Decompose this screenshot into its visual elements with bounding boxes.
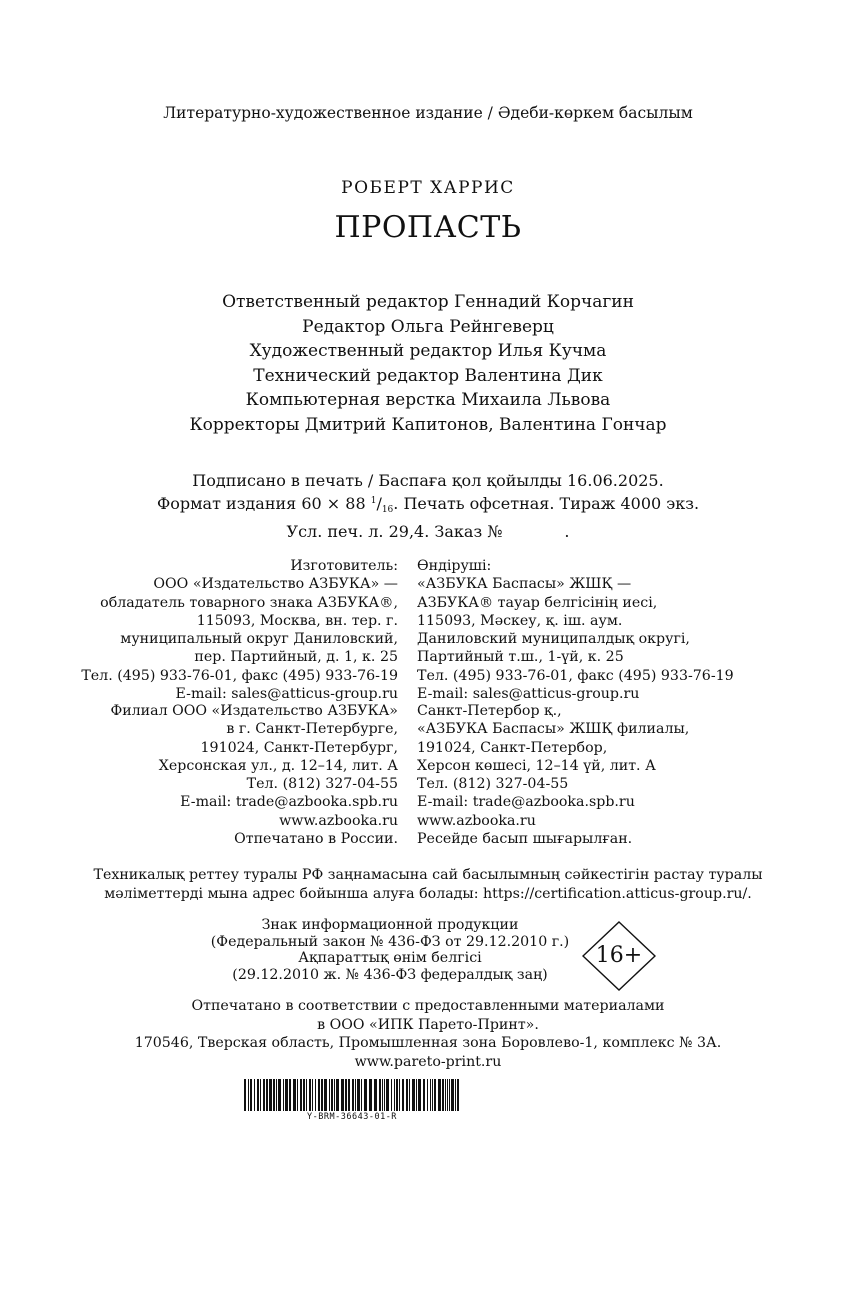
printer-info [0,997,856,1071]
manufacturer-ru-line: E-mail: sales@atticus-group.ru [175,686,398,703]
barcode-bar-1 [248,1079,249,1111]
age-rating: 16+ [595,943,643,968]
barcode-bar-39 [374,1079,377,1111]
barcode-bar-55 [427,1079,428,1111]
book-title: ПРОПАСТЬ [334,210,522,245]
barcode-bar-22 [315,1079,316,1111]
branch-ru-line: 191024, Санкт-Петербург, [200,739,398,756]
certification-note [0,866,856,903]
manufacturer-ru-line: обладатель товарного знака АЗБУКА®, [100,594,398,611]
branch-ru [110,702,398,812]
barcode-bar-35 [357,1079,360,1111]
manufacturer-kz-line: E-mail: sales@atticus-group.ru [417,686,640,703]
printer-line: Отпечатано в соответствии с предоставленными материалами [191,998,665,1014]
branch-kz [417,702,689,812]
barcode-bar-45 [394,1079,395,1111]
credit-line: Ответственный редактор Геннадий Корчагин [222,292,634,312]
age-rating-badge [582,921,656,991]
barcode-bar-15 [293,1079,296,1111]
barcode-bar-3 [254,1079,255,1111]
barcode-bar-53 [418,1079,421,1111]
barcode-bar-40 [379,1079,381,1111]
barcode-bar-10 [276,1079,277,1111]
info-sign-line: Ақпараттық өнім белгісі [298,950,482,967]
barcode-bar-6 [263,1079,265,1111]
barcode-bar-19 [306,1079,307,1111]
format-slash: / [376,494,382,513]
barcode-bar-49 [406,1079,408,1111]
edition-type: Литературно-художественное издание / Әдеби-көркем басылым [163,104,693,122]
barcode-bar-61 [445,1079,446,1111]
barcode-bar-62 [447,1079,448,1111]
barcode-bar-5 [260,1079,261,1111]
credit-line: Редактор Ольга Рейнгеверц [302,316,554,337]
barcode-bar-63 [449,1079,450,1111]
manufacturer-kz-line: АЗБУКА® тауар белгісінің иесі, [417,594,658,611]
barcode-bar-48 [402,1079,404,1111]
info-sign-line: (Федеральный закон № 436-ФЗ от 29.12.2010 г.) [210,933,570,950]
barcode-bar-38 [369,1079,372,1111]
branch-kz-line: Санкт-Петербор қ., [417,703,562,719]
sheets-suffix: . [564,522,570,541]
manufacturer-kz-line: Тел. (495) 933-76-01, факс (495) 933-76-19 [417,667,734,684]
barcode-bar-43 [386,1079,389,1111]
barcode-bar-37 [364,1079,367,1111]
manufacturer-ru-line: ООО «Издательство АЗБУКА» — [153,576,398,593]
barcode-bar-20 [309,1079,311,1111]
branch-kz-line: E-mail: trade@azbooka.spb.ru [417,794,635,811]
barcode-bar-32 [348,1079,350,1111]
barcode-bar-41 [382,1079,383,1111]
barcode-bar-51 [412,1079,415,1111]
barcode-bar-64 [451,1079,454,1111]
printer-line: www.pareto-print.ru [354,1053,502,1070]
format-numerator: 1 [370,496,377,506]
barcode-bar-42 [384,1079,385,1111]
barcode-bar-8 [269,1079,272,1111]
barcode-bar-36 [361,1079,362,1111]
barcode-bar-52 [416,1079,417,1111]
barcode-bar-23 [318,1079,320,1111]
format-suffix: . Печать офсетная. Тираж 4000 экз. [393,494,700,513]
barcode-label: Y-BRM-36643-01-R [307,1112,397,1122]
branch-kz-line: 191024, Санкт-Петербор, [417,739,608,756]
branch-kz-line: Херсон көшесі, 12–14 үй, лит. А [417,757,656,774]
barcode-bar-12 [283,1079,284,1111]
branch-ru-line: Херсонская ул., д. 12–14, лит. А [158,757,398,774]
barcode-bar-14 [289,1079,291,1111]
barcode-bar-30 [341,1079,344,1111]
barcode-bar-21 [312,1079,313,1111]
credit-line: Технический редактор Валентина Дик [253,365,603,386]
barcode-bar-59 [438,1079,441,1111]
credit-line: Корректоры Дмитрий Капитонов, Валентина Гончар [189,414,667,435]
signed-date: Подписано в печать / Баспаға қол қойылды 16.06.2025. [192,471,664,490]
website-link: www.azbooka.ru [417,813,536,829]
format-line [0,491,856,521]
barcode-bar-50 [409,1079,410,1111]
printer-line: 170546, Тверская область, Промышленная зона Боровлево-1, комплекс № 3А. [134,1035,722,1051]
web-ru [234,812,398,849]
branch-ru-line: Филиал ООО «Издательство АЗБУКА» [110,703,398,719]
barcode-bar-54 [423,1079,425,1111]
credit-line: Компьютерная верстка Михаила Львова [245,390,611,411]
website-link: www.azbooka.ru [279,813,398,829]
barcode-bar-9 [273,1079,275,1111]
barcode-bar-11 [278,1079,281,1111]
barcode-bar-7 [266,1079,268,1111]
manufacturer-kz-line: Даниловский муниципалдық округі, [417,631,690,648]
manufacturer-ru-line: муниципальный округ Даниловский, [120,631,398,648]
branch-ru-line: Тел. (812) 327-04-55 [246,776,398,793]
barcode-bar-4 [257,1079,259,1111]
barcode-bar-25 [324,1079,327,1111]
barcode-bar-44 [391,1079,392,1111]
printed-in-russia: Отпечатано в России. [234,831,398,848]
manufacturer-kz-line: Өндіруші: [417,558,492,574]
barcode-bar-31 [345,1079,347,1111]
format-prefix: Формат издания 60 × 88 [156,494,371,513]
barcode-bar-46 [396,1079,398,1111]
barcode-bar-26 [329,1079,330,1111]
book-author: РОБЕРТ ХАРРИС [341,178,515,198]
barcode-bar-0 [244,1079,246,1111]
manufacturer-ru [81,557,398,703]
barcode-bar-18 [303,1079,305,1111]
branch-kz-line: «АЗБУКА Баспасы» ЖШҚ филиалы, [417,721,690,738]
barcode-bar-27 [331,1079,333,1111]
barcode-bar-24 [321,1079,323,1111]
barcode-bar-29 [336,1079,339,1111]
manufacturer-kz-line: «АЗБУКА Баспасы» ЖШҚ — [417,576,632,593]
barcode-bar-33 [352,1079,354,1111]
barcode-bar-2 [250,1079,252,1111]
printer-line: в ООО «ИПК Парето-Принт». [317,1016,539,1033]
printed-in-russia-kz: Ресейде басып шығарылған. [417,831,633,848]
branch-ru-line: E-mail: trade@azbooka.spb.ru [180,794,398,811]
barcode-bar-65 [455,1079,456,1111]
manufacturer-ru-line: пер. Партийный, д. 1, к. 25 [194,649,398,666]
certification-line: мәліметтерді мына адрес бойынша алуға болады: https://certification.atticus-group.ru/. [104,885,752,902]
branch-kz-line: Тел. (812) 327-04-55 [417,776,569,793]
manufacturer-ru-line: 115093, Москва, вн. тер. г. [196,612,398,629]
manufacturer-kz-line: 115093, Мәскеу, қ. іш. аум. [417,612,623,629]
barcode-bar-47 [399,1079,400,1111]
web-kz [417,812,632,849]
branch-ru-line: в г. Санкт-Петербурге, [226,721,398,738]
barcode-bar-16 [297,1079,298,1111]
barcode-bar-17 [300,1079,302,1111]
print-details [0,470,856,542]
info-product-sign [200,917,580,983]
certification-line: Техникалық реттеу туралы РФ заңнамасына сай басылымның сәйкестігін растау туралы [93,867,763,883]
barcode-icon [244,1079,460,1111]
format-denominator: 16 [381,505,394,515]
editorial-credits [0,290,856,438]
manufacturer-ru-line: Тел. (495) 933-76-01, факс (495) 933-76-19 [81,667,398,684]
manufacturer-ru-line: Изготовитель: [290,558,398,574]
info-sign-line: Знак информационной продукции [261,917,519,933]
credit-line: Художественный редактор Илья Кучма [249,341,607,362]
barcode-bar-66 [457,1079,459,1111]
barcode-bar-28 [334,1079,335,1111]
barcode-bar-57 [432,1079,433,1111]
info-sign-line: (29.12.2010 ж. № 436-ФЗ федералдық заң) [232,966,548,983]
barcode-bar-56 [430,1079,431,1111]
sheets-prefix: Усл. печ. л. 29,4. Заказ № [286,522,503,541]
barcode-bar-58 [434,1079,436,1111]
manufacturer-kz [417,557,734,703]
barcode-bar-34 [355,1079,356,1111]
barcode-bar-13 [285,1079,288,1111]
manufacturer-kz-line: Партийный т.ш., 1-үй, к. 25 [417,649,624,666]
barcode-bar-60 [442,1079,444,1111]
sheets-line [0,521,856,542]
